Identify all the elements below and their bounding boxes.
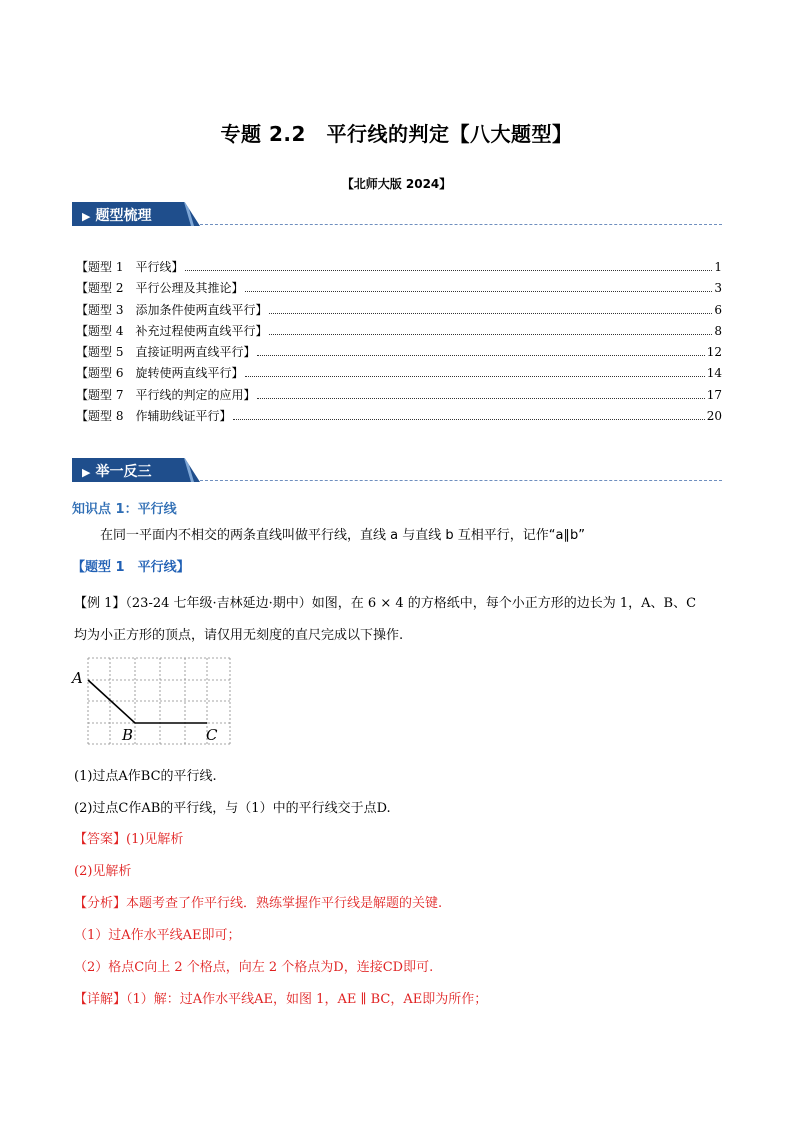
toc-row[interactable]: 【题型 3 添加条件使两直线平行】 6 bbox=[76, 302, 722, 317]
play-triangle-icon: ▶ bbox=[82, 210, 91, 223]
answer-1: 【答案】(1)见解析 bbox=[74, 832, 184, 847]
analysis-step-1: （1）过A作水平线AE即可； bbox=[74, 928, 241, 943]
edition-subtitle: 【北师大版 2024】 bbox=[341, 177, 452, 191]
banner-divider bbox=[200, 224, 722, 225]
detailed-solution: 【详解】（1）解：过A作水平线AE，如图 1，AE ∥ BC，AE即为所作； bbox=[74, 992, 488, 1007]
banner-divider bbox=[200, 480, 722, 481]
table-of-contents bbox=[76, 258, 722, 428]
practice-banner-label: 举一反三 bbox=[95, 464, 152, 480]
point-label-b: B bbox=[122, 726, 134, 744]
play-triangle-icon: ▶ bbox=[82, 466, 91, 479]
toc-row[interactable]: 【题型 8 作辅助线证平行】 20 bbox=[76, 409, 722, 424]
toc-row[interactable]: 【题型 5 直接证明两直线平行】 12 bbox=[76, 345, 722, 360]
outline-banner-label: 题型梳理 bbox=[95, 208, 152, 224]
question-1: (1)过点A作BC的平行线. bbox=[74, 769, 217, 784]
toc-row[interactable]: 【题型 7 平行线的判定的应用】 17 bbox=[76, 387, 722, 402]
outline-banner bbox=[72, 202, 722, 228]
knowledge-definition: 在同一平面内不相交的两条直线叫做平行线，直线 a 与直线 b 互相平行，记作“a∥b” bbox=[100, 528, 585, 543]
question-2: (2)过点C作AB的平行线，与（1）中的平行线交于点D. bbox=[74, 801, 391, 816]
toc-row[interactable]: 【题型 1 平行线】 1 bbox=[76, 260, 722, 274]
segment-abc bbox=[88, 680, 207, 723]
example-line-1: 【例 1】（23-24 七年级·吉林延边·期中）如图，在 6 × 4 的方格纸中，每个小正方形的边长为 1，A、B、C bbox=[74, 596, 697, 611]
page-title: 专题 2.2 平行线的判定【八大题型】 bbox=[220, 122, 573, 146]
analysis-step-2: （2）格点C向上 2 个格点，向左 2 个格点为D，连接CD即可. bbox=[74, 960, 434, 975]
analysis: 【分析】本题考查了作平行线．熟练掌握作平行线是解题的关键. bbox=[74, 896, 443, 911]
toc-row[interactable]: 【题型 4 补充过程使两直线平行】 8 bbox=[76, 323, 722, 338]
knowledge-heading: 知识点 1：平行线 bbox=[72, 502, 177, 517]
example-line-2: 均为小正方形的顶点，请仅用无刻度的直尺完成以下操作. bbox=[74, 628, 404, 643]
toc-row[interactable]: 【题型 6 旋转使两直线平行】 14 bbox=[76, 366, 722, 381]
practice-banner bbox=[72, 458, 722, 484]
toc-row[interactable]: 【题型 2 平行公理及其推论】 3 bbox=[76, 281, 722, 296]
type-heading: 【题型 1 平行线】 bbox=[72, 560, 190, 575]
point-label-a: A bbox=[72, 669, 83, 687]
point-label-c: C bbox=[206, 726, 218, 744]
answer-2: (2)见解析 bbox=[74, 864, 132, 879]
grid-figure bbox=[70, 656, 240, 750]
